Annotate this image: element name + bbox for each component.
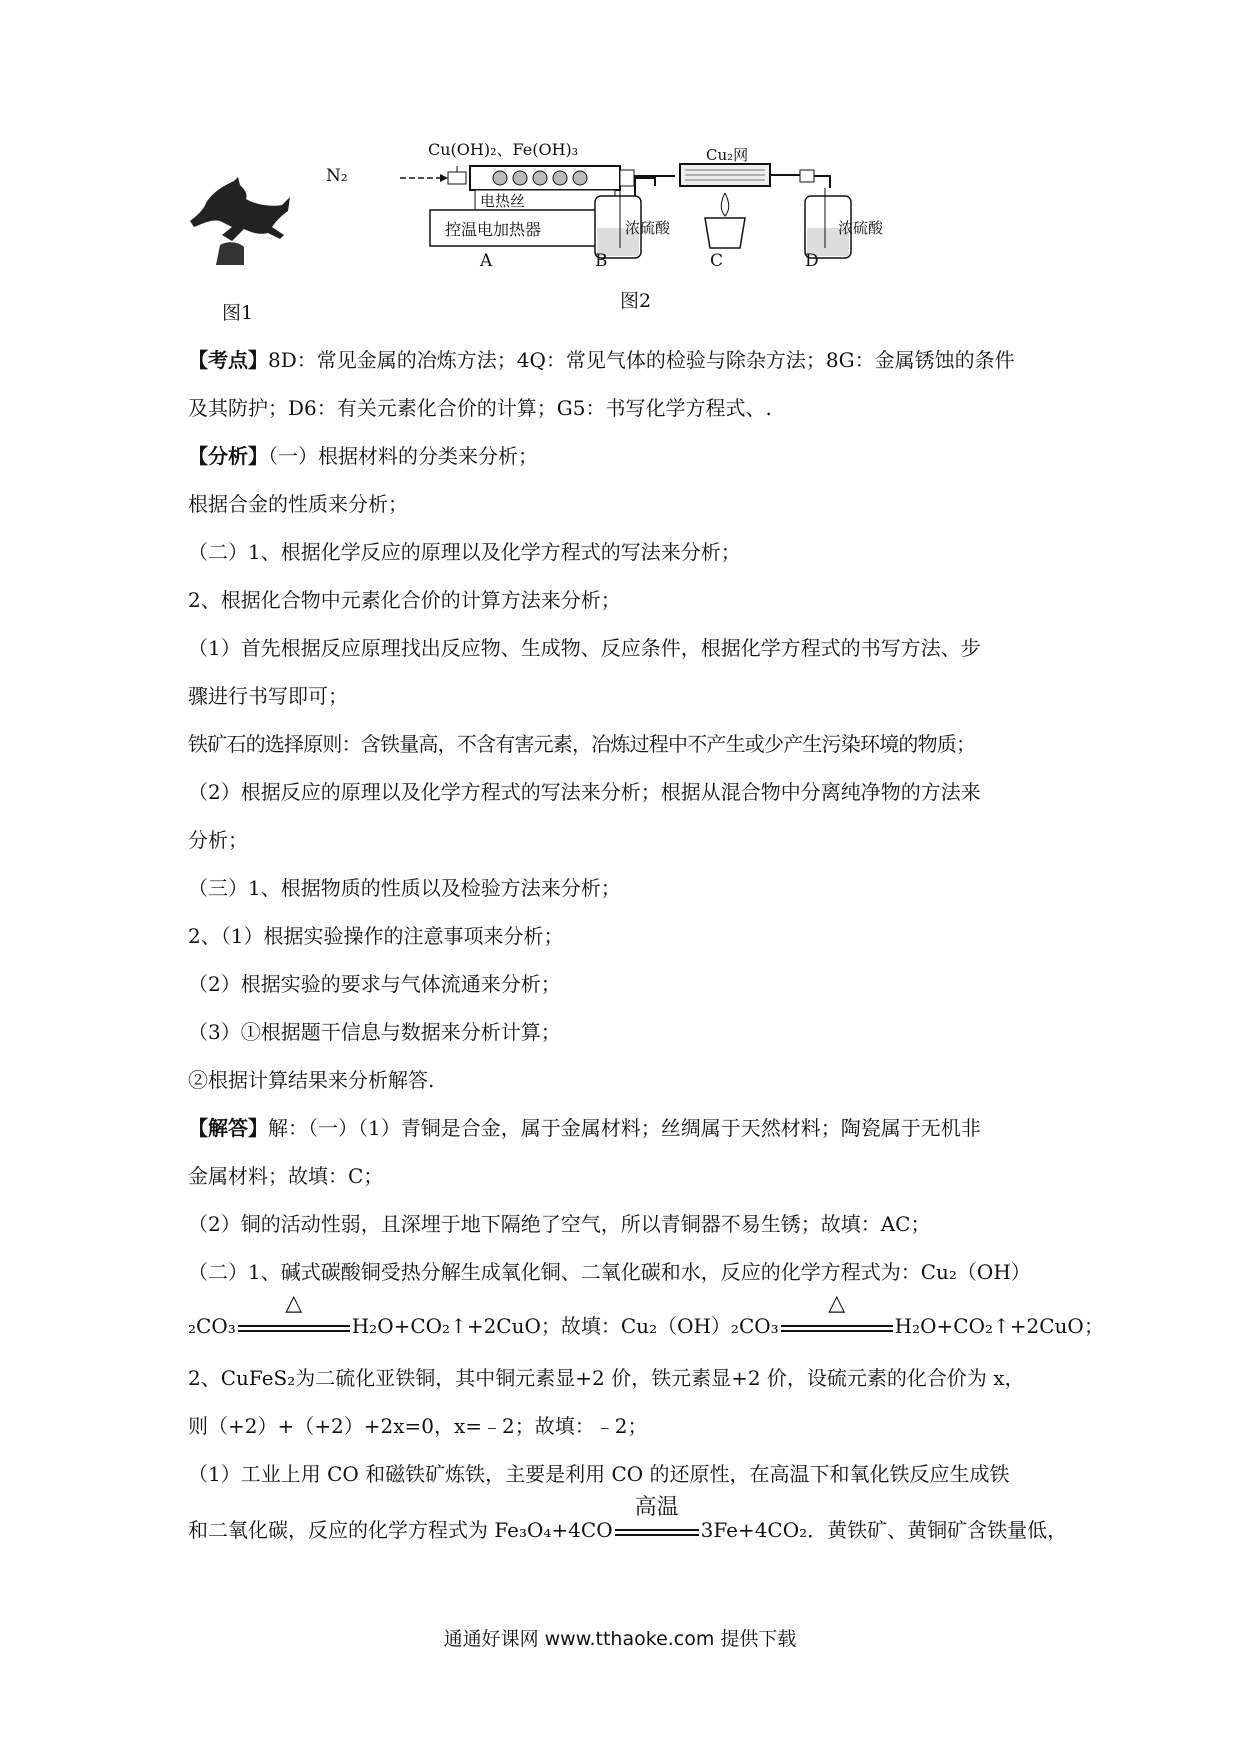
figure-2-caption: 图2 — [620, 290, 652, 312]
text-line: ②根据计算结果来分析解答. — [188, 1068, 435, 1092]
letter-d: D — [805, 251, 819, 271]
figure-area — [0, 0, 1240, 340]
equation-line: ₂CO₃ △ H₂O+CO₂↑+2CuO；故填：Cu₂（OH）₂CO₃ △ H₂O+CO₂↑+2CuO； — [188, 1290, 1104, 1338]
page-footer: 通通好课网 www.tthaoke.com 提供下载 — [443, 1628, 797, 1650]
text-line: 金属材料；故填：C； — [188, 1164, 384, 1188]
bronze-horse-image — [186, 175, 296, 275]
letter-a: A — [480, 251, 493, 271]
reagents-label: Cu(OH)₂、Fe(OH)₃ — [428, 140, 579, 159]
gas-label: N₂ — [326, 166, 348, 186]
text-line: 2、（1）根据实验操作的注意事项来分析； — [188, 924, 564, 948]
text-line: 2、根据化合物中元素化合价的计算方法来分析； — [188, 588, 621, 612]
text-line: （二）1、碱式碳酸铜受热分解生成氧化铜、二氧化碳和水，反应的化学方程式为：Cu₂（OH） — [188, 1260, 1031, 1284]
section-tag: 【分析】 — [188, 444, 268, 468]
letter-c: C — [710, 251, 724, 271]
answer-text — [188, 348, 1104, 1566]
reaction-condition-arrow: △ — [781, 1318, 893, 1338]
reaction-condition-arrow: △ — [238, 1318, 350, 1338]
figure-1-caption: 图1 — [222, 302, 254, 324]
text-line: （2）根据反应的原理以及化学方程式的写法来分析；根据从混合物中分离纯净物的方法来 — [188, 780, 981, 804]
text-line: 及其防护；D6：有关元素化合价的计算；G5：书写化学方程式、. — [188, 396, 772, 420]
text-line: （3）①根据题干信息与数据来分析计算； — [188, 1020, 561, 1044]
text-line: （2）铜的活动性弱，且深埋于地下隔绝了空气，所以青铜器不易生锈；故填：AC； — [188, 1212, 931, 1236]
text-line: 分析； — [188, 828, 248, 852]
text-line: 根据合金的性质来分析； — [188, 492, 408, 516]
text-line: 则（+2）+（+2）+2x=0，x=﹣2；故填：﹣2； — [188, 1414, 648, 1438]
text-line: 铁矿石的选择原则：含铁量高，不含有害元素，冶炼过程中不产生或少产生污染环境的物质； — [188, 732, 976, 756]
copper-mesh-label: Cu₂网 — [706, 146, 749, 164]
text-line: 骤进行书写即可； — [188, 684, 348, 708]
text-line: （1）首先根据反应原理找出反应物、生成物、反应条件，根据化学方程式的书写方法、步 — [188, 636, 981, 660]
text-line: 【解答】解：（一）（1）青铜是合金，属于金属材料；丝绸属于天然材料；陶瓷属于无机非 — [188, 1116, 981, 1140]
reaction-condition-arrow: 高温 — [615, 1522, 699, 1542]
equation-line: 和二氧化碳，反应的化学方程式为 Fe₃O₄+4CO 高温 3Fe+4CO₂．黄铁矿、黄铜矿含铁量低， — [188, 1494, 1068, 1542]
heater-label: 控温电加热器 — [445, 220, 542, 239]
text-line: （2）根据实验的要求与气体流通来分析； — [188, 972, 561, 996]
section-tag: 【解答】 — [188, 1116, 268, 1140]
text-line: （二）1、根据化学反应的原理以及化学方程式的写法来分析； — [188, 540, 741, 564]
section-tag: 【考点】 — [188, 348, 268, 372]
letter-b: B — [595, 251, 608, 271]
acid-b-label: 浓硫酸 — [625, 219, 671, 237]
text-line: 2、CuFeS₂为二硫化亚铁铜，其中铜元素显+2 价，铁元素显+2 价，设硫元素的化合价为 x， — [188, 1366, 1025, 1390]
text-line: 【分析】（一）根据材料的分类来分析； — [188, 444, 538, 468]
text-line: 【考点】8D：常见金属的冶炼方法；4Q：常见气体的检验与除杂方法；8G：金属锈蚀的条件 — [188, 348, 1015, 372]
heater-wire-label: 电热丝 — [480, 192, 526, 210]
text-line: （1）工业上用 CO 和磁铁矿炼铁，主要是利用 CO 的还原性，在高温下和氧化铁反应生成铁 — [188, 1462, 1010, 1486]
acid-d-label: 浓硫酸 — [838, 219, 884, 237]
text-line: （三）1、根据物质的性质以及检验方法来分析； — [188, 876, 621, 900]
